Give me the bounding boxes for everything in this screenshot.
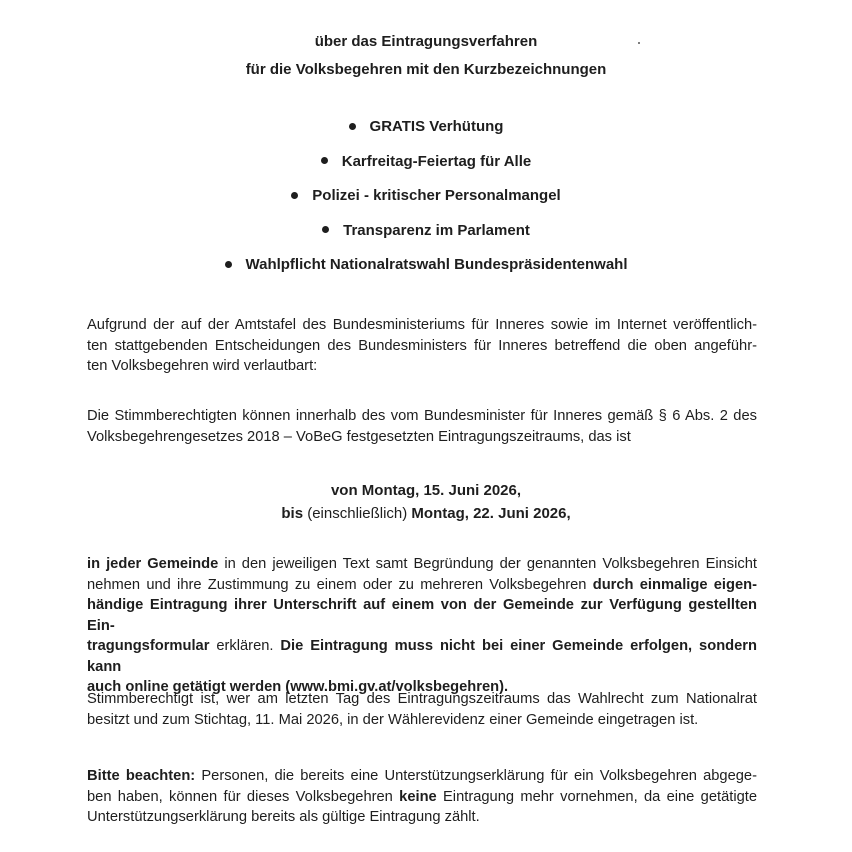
text-line [87,554,757,575]
bullet-icon [349,123,356,130]
text-line [87,575,757,596]
text-run: Personen, die bereits eine Unterstützungserklärung für ein Volksbegehren abgege- [195,768,757,784]
initiative-label: Karfreitag-Feiertag für Alle [341,152,532,170]
emphasis: durch einmalige eigen- [592,576,757,593]
procedure-paragraph [87,554,757,698]
emphasis: tragungsformular [87,638,210,654]
registration-paragraph [87,406,757,447]
text-line [87,595,757,636]
text-line: besitzt und zum Stichtag, 11. Mai 2026, in der Wählerevidenz einer Gemeinde eingetragen ist. [87,711,699,728]
text-line: Die Stimmberechtigten können innerhalb des vom Bundesminister für Inneres gemäß § 6 Abs. 2 des [87,408,757,424]
text-line: ten Volksbegehren wird verlautbart: [87,358,318,374]
announcement-paragraph [87,315,757,377]
list-item [0,187,852,222]
emphasis: in jeder Gemeinde [87,556,219,572]
text-line: ten stattgebenden Entscheidungen des Bundesministers für Inneres betreffend die oben angeführ- [87,337,757,354]
text-run: nehmen und ihre Zustimmung zu einem oder zu mehreren Volksbegehren [87,576,593,593]
text-line: Volksbegehrengesetzes 2018 – VoBeG festgesetzten Eintragungszeitraums, das ist [87,428,631,445]
text-line: Unterstützungserklärung bereits als gültige Eintragung zählt. [87,809,480,825]
period-from-text: von Montag, 15. Juni 2026, [330,482,522,499]
text-run: in den jeweiligen Text samt Begründung der genannten Volksbegehren Einsicht [218,556,757,572]
period-to-date: Montag, 22. Juni 2026, [411,505,571,522]
text-line [87,766,757,787]
notice-paragraph [87,766,757,828]
initiative-label: GRATIS Verhütung [369,118,504,135]
initiative-label: Transparenz im Parlament [343,221,530,239]
initiative-label: Polizei - kritischer Personalmangel [312,187,561,204]
period-from [0,481,852,501]
bullet-icon [321,157,328,164]
eligibility-paragraph [87,689,757,730]
text-run: erklären. [209,638,281,654]
emphasis: Die Eintragung muss nicht bei einer Gemeinde erfolgen, sondern kann [87,638,757,675]
heading-line-1: über das Eintragungsverfahren [314,33,538,50]
initiative-label: Wahlpflicht Nationalratswahl Bundespräsidentenwahl [245,256,628,273]
emphasis: händige Eintragung ihrer Unterschrift auf einem von der Gemeinde zur Verfügung gestellten Ein- [87,597,757,634]
text-line: Aufgrund der auf der Amtstafel des Bundesministeriums für Inneres sowie im Internet veröffentlich- [87,317,757,333]
list-item [0,153,852,188]
list-item [0,256,852,291]
emphasis: auch online getätigt werden (www.bmi.gv.at/volksbegehren). [87,679,509,695]
heading-line-2: für die Volksbegehren mit den Kurzbezeichnungen [245,61,607,78]
list-item [0,222,852,257]
bullet-icon [322,226,329,233]
period-to-prefix: bis [281,505,304,522]
text-line: Stimmberechtigt ist, wer am letzten Tag des Eintragungszeitraums das Wahlrecht zum Nationalrat [87,691,757,707]
initiative-list [0,118,852,291]
text-line [87,636,757,677]
bullet-icon [225,261,232,268]
list-item [0,118,852,153]
text-run: Eintragung mehr vornehmen, da eine getätigte [436,788,757,805]
emphasis: keine [399,788,437,805]
period-to [0,504,852,524]
text-run: ben haben, können für dieses Volksbegehren [87,788,400,805]
period-to-note: (einschließlich) [307,505,408,522]
bullet-icon [291,192,298,199]
emphasis: Bitte beachten: [87,768,196,784]
text-line [87,787,757,808]
